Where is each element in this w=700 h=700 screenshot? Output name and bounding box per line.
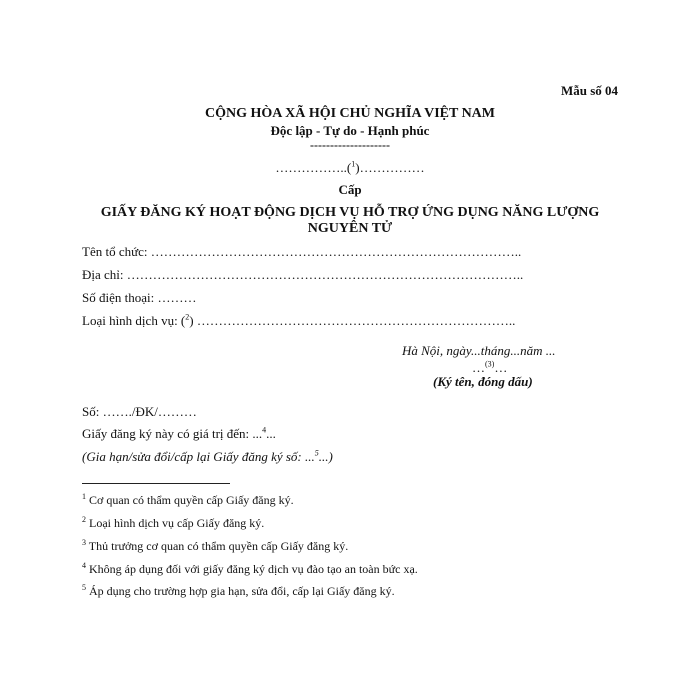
document-title-line2: NGUYÊN TỬ [307, 221, 393, 236]
validity-before: Giấy đăng ký này có giá trị đến: ... [82, 426, 263, 441]
document-title-line1: GIẤY ĐĂNG KÝ HOẠT ĐỘNG DỊCH VỤ HỖ TRỢ ỨNG DỤNG NĂNG LƯỢNG [100, 205, 600, 220]
footnote-number: 4 [82, 561, 86, 570]
footnote-2 [82, 516, 264, 531]
footnote-ref-5: 5 [314, 448, 319, 458]
validity-line [82, 426, 276, 442]
field-address: Địa chỉ: ……………………………………………………………………………….. [82, 267, 524, 282]
field-org-name: Tên tổ chức: ………………………………………………………………………….. [82, 244, 522, 259]
issuer-line-before: ……………..( [275, 160, 352, 175]
service-type-before: Loại hình dịch vụ: ( [82, 313, 186, 328]
cap-label: Cấp [338, 182, 362, 197]
issuer-line-after: )…………… [355, 160, 425, 175]
country-header: CỘNG HÒA XÃ HỘI CHỦ NGHĨA VIỆT NAM [204, 106, 495, 121]
footnote-text: Thủ trưởng cơ quan có thẩm quyền cấp Giấy đăng ký. [88, 539, 349, 553]
issuer-line [0, 160, 700, 176]
footnote-text: Không áp dụng đối với giấy đăng ký dịch vụ đào tạo an toàn bức xạ. [89, 562, 418, 576]
footnote-3 [82, 539, 348, 554]
header-separator: -------------------- [310, 138, 390, 152]
signer-after: … [494, 360, 508, 375]
footnote-text: Áp dụng cho trường hợp gia hạn, sửa đổi, cấp lại Giấy đăng ký. [89, 584, 395, 598]
footnote-ref-1: 1 [351, 159, 356, 169]
footnote-text: Cơ quan có thẩm quyền cấp Giấy đăng ký. [89, 493, 294, 507]
footnote-number: 2 [82, 515, 86, 524]
field-service-type [82, 313, 515, 329]
footnote-divider [82, 483, 230, 484]
signer-before: … [472, 360, 485, 375]
renewal-line [82, 449, 333, 465]
footnote-1 [82, 493, 294, 508]
footnote-ref-2: 2 [185, 312, 190, 322]
footnote-ref-4: 4 [262, 425, 267, 435]
footnote-number: 1 [82, 492, 86, 501]
footnote-number: 5 [82, 583, 86, 592]
footnote-ref-3: (3) [485, 359, 495, 369]
footnote-text: Loại hình dịch vụ cấp Giấy đăng ký. [89, 516, 265, 530]
form-number: Mẫu số 04 [560, 83, 618, 98]
motto: Độc lập - Tự do - Hạnh phúc [270, 123, 430, 138]
footnote-number: 3 [82, 538, 86, 547]
renewal-after: ...) [318, 449, 333, 464]
signature-note: (Ký tên, đóng dấu) [433, 374, 533, 389]
signature-place-date: Hà Nội, ngày...tháng...năm ... [402, 343, 556, 358]
validity-after: ... [266, 426, 276, 441]
renewal-before: (Gia hạn/sửa đổi/cấp lại Giấy đăng ký số: ... [82, 449, 315, 464]
registration-number: Số: ……./ĐK/……… [82, 404, 197, 419]
footnote-5 [82, 584, 395, 599]
service-type-after: ) ……………………………………………………………….. [189, 313, 516, 328]
footnote-4 [82, 562, 418, 577]
field-phone: Số điện thoại: ……… [82, 290, 197, 305]
